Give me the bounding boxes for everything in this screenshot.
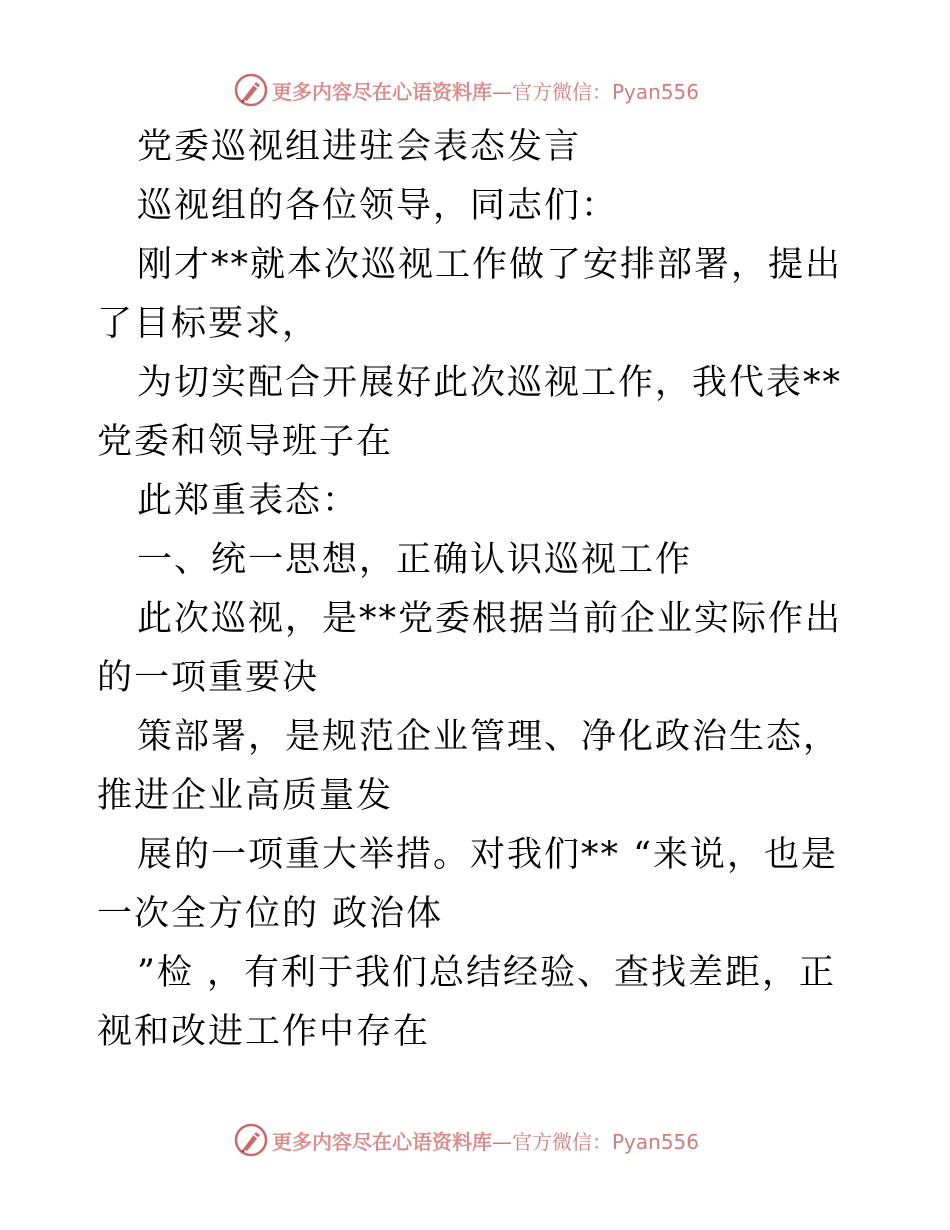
document-body [97, 118, 857, 1062]
paragraph: 此次巡视，是**党委根据当前企业实际作出的一项重要决 [97, 599, 843, 698]
salutation: 巡视组的各位领导，同志们： [137, 186, 619, 226]
watermark-site-text: 更多内容尽在心语资料库 [272, 79, 492, 104]
section-heading: 一、统一思想，正确认识巡视工作 [137, 540, 693, 580]
paragraph: 刚才**就本次巡视工作做了安排部署，提出了目标要求， [97, 245, 843, 344]
footer-watermark [234, 1120, 714, 1160]
paragraph: ”检 ，有利于我们总结经验、查找差距，正视和改进工作中存在 [97, 953, 837, 1052]
watermark-site-text: 更多内容尽在心语资料库 [272, 1129, 492, 1154]
paragraph: 展的一项重大举措。对我们** “来说，也是一次全方位的 政治体 [97, 835, 839, 934]
watermark-wechat-text: —官方微信：Pyan556 [492, 79, 700, 104]
watermark-wechat-text: —官方微信：Pyan556 [492, 1129, 700, 1154]
quill-pen-logo-icon [234, 1123, 268, 1157]
paragraph: 为切实配合开展好此次巡视工作，我代表**党委和领导班子在 [97, 363, 843, 462]
paragraph: 此郑重表态： [137, 481, 360, 521]
document-title: 党委巡视组进驻会表态发言 [137, 127, 582, 167]
paragraph: 策部署，是规范企业管理、净化政治生态，推进企业高质量发 [97, 717, 841, 816]
header-watermark [234, 70, 714, 110]
quill-pen-logo-icon [234, 73, 268, 107]
